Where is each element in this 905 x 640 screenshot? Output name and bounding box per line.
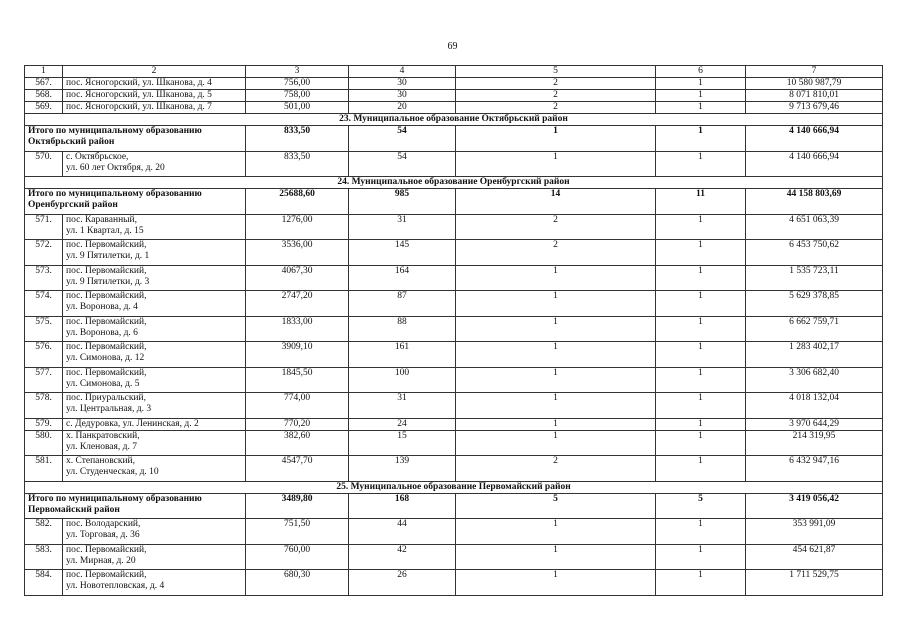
residents-value: 985 xyxy=(349,189,456,215)
table-row xyxy=(25,214,883,240)
address xyxy=(63,342,246,368)
address-line: пос. Первомайский, xyxy=(66,367,147,378)
column-header-4: 4 xyxy=(349,66,456,78)
row-number: 570. xyxy=(25,151,63,177)
address-line: ул. Кленовая, д. 7 xyxy=(66,441,137,452)
section-header-row xyxy=(25,177,883,189)
table-row xyxy=(25,544,883,570)
address-line: ул. 60 лет Октября, д. 20 xyxy=(66,162,165,173)
cost-value: 3 970 644,29 xyxy=(746,418,883,430)
column-6-value: 1 xyxy=(656,78,746,90)
address xyxy=(63,151,246,177)
subtotal-label xyxy=(25,189,246,215)
address-line: пос. Первомайский, xyxy=(66,316,147,327)
address xyxy=(63,430,246,456)
column-6-value: 1 xyxy=(656,126,746,152)
area-value: 756,00 xyxy=(246,78,349,90)
address xyxy=(63,240,246,266)
residents-value: 88 xyxy=(349,316,456,342)
cost-value: 9 713 679,46 xyxy=(746,102,883,114)
row-number: 576. xyxy=(25,342,63,368)
column-6-value: 1 xyxy=(656,316,746,342)
area-value: 501,00 xyxy=(246,102,349,114)
area-value: 382,60 xyxy=(246,430,349,456)
row-number: 580. xyxy=(25,430,63,456)
row-number: 579. xyxy=(25,418,63,430)
residents-value: 30 xyxy=(349,90,456,102)
subtotal-row xyxy=(25,189,883,215)
row-number: 567. xyxy=(25,78,63,90)
row-number: 572. xyxy=(25,240,63,266)
address xyxy=(63,90,246,102)
address xyxy=(63,570,246,596)
address xyxy=(63,456,246,482)
area-value: 4547,70 xyxy=(246,456,349,482)
subtotal-row xyxy=(25,126,883,152)
column-header-3: 3 xyxy=(246,66,349,78)
area-value: 758,00 xyxy=(246,90,349,102)
cost-value: 4 651 063,39 xyxy=(746,214,883,240)
residents-value: 15 xyxy=(349,430,456,456)
column-5-value: 2 xyxy=(456,78,656,90)
column-6-value: 1 xyxy=(656,342,746,368)
residents-value: 161 xyxy=(349,342,456,368)
address xyxy=(63,544,246,570)
address-line: пос. Первомайский, xyxy=(66,265,147,276)
address-line: пос. Ясногорский, ул. Шканова, д. 4 xyxy=(66,78,212,88)
cost-value: 4 018 132,04 xyxy=(746,393,883,419)
residents-value: 87 xyxy=(349,291,456,317)
area-value: 774,00 xyxy=(246,393,349,419)
cost-value: 6 432 947,16 xyxy=(746,456,883,482)
residents-value: 168 xyxy=(349,493,456,519)
column-5-value: 2 xyxy=(456,240,656,266)
cost-value: 1 711 529,75 xyxy=(746,570,883,596)
column-5-value: 2 xyxy=(456,102,656,114)
column-6-value: 1 xyxy=(656,544,746,570)
row-number: 577. xyxy=(25,367,63,393)
table-row xyxy=(25,78,883,90)
column-5-value: 1 xyxy=(456,291,656,317)
area-value: 1276,00 xyxy=(246,214,349,240)
address-line: пос. Володарский, xyxy=(66,519,141,529)
table-row xyxy=(25,418,883,430)
column-5-value: 1 xyxy=(456,544,656,570)
cost-value: 6 453 750,62 xyxy=(746,240,883,266)
area-value: 833,50 xyxy=(246,126,349,152)
column-6-value: 1 xyxy=(656,519,746,545)
address-line: ул. 9 Пятилетки, д. 1 xyxy=(66,251,150,261)
residents-value: 20 xyxy=(349,102,456,114)
residents-value: 100 xyxy=(349,367,456,393)
cost-value: 1 535 723,11 xyxy=(746,265,883,291)
column-header-5: 5 xyxy=(456,66,656,78)
column-5-value: 1 xyxy=(456,316,656,342)
address-line: Октябрьский район xyxy=(28,137,115,147)
column-5-value: 1 xyxy=(456,393,656,419)
address-line: ул. Симонова, д. 12 xyxy=(66,353,145,363)
row-number: 584. xyxy=(25,570,63,596)
column-header-6: 6 xyxy=(656,66,746,78)
address xyxy=(63,291,246,317)
residents-value: 164 xyxy=(349,265,456,291)
column-6-value: 1 xyxy=(656,418,746,430)
area-value: 3489,80 xyxy=(246,493,349,519)
section-title: 25. Муниципальное образование Первомайский район xyxy=(25,481,883,493)
area-value: 760,00 xyxy=(246,544,349,570)
cost-value: 5 629 378,85 xyxy=(746,291,883,317)
cost-value: 353 991,09 xyxy=(746,519,883,545)
area-value: 3536,00 xyxy=(246,240,349,266)
address-line: ул. Симонова, д. 5 xyxy=(66,378,140,389)
area-value: 770,20 xyxy=(246,418,349,430)
address xyxy=(63,316,246,342)
table-row xyxy=(25,265,883,291)
table-row xyxy=(25,240,883,266)
residents-value: 42 xyxy=(349,544,456,570)
residents-value: 26 xyxy=(349,570,456,596)
address-line: пос. Ясногорский, ул. Шканова, д. 7 xyxy=(66,102,212,112)
row-number: 582. xyxy=(25,519,63,545)
table-row xyxy=(25,430,883,456)
address xyxy=(63,393,246,419)
table-row xyxy=(25,90,883,102)
residents-value: 54 xyxy=(349,151,456,177)
column-header-7: 7 xyxy=(746,66,883,78)
address-line: пос. Первомайский, xyxy=(66,240,147,250)
address xyxy=(63,214,246,240)
column-6-value: 1 xyxy=(656,367,746,393)
address-line: пос. Первомайский, xyxy=(66,342,147,352)
column-header-1: 1 xyxy=(25,66,63,78)
area-value: 680,30 xyxy=(246,570,349,596)
column-6-value: 1 xyxy=(656,265,746,291)
residents-value: 139 xyxy=(349,456,456,482)
section-title: 23. Муниципальное образование Октябрьский район xyxy=(25,114,883,126)
column-5-value: 1 xyxy=(456,265,656,291)
section-header-row xyxy=(25,114,883,126)
table-row xyxy=(25,102,883,114)
row-number: 568. xyxy=(25,90,63,102)
table-row xyxy=(25,570,883,596)
address-line: Первомайский район xyxy=(28,504,120,515)
cost-value: 4 140 666,94 xyxy=(746,126,883,152)
area-value: 3909,10 xyxy=(246,342,349,368)
address-line: ул. Воронова, д. 6 xyxy=(66,327,138,338)
cost-value: 3 306 682,40 xyxy=(746,367,883,393)
column-5-value: 1 xyxy=(456,418,656,430)
table-row xyxy=(25,316,883,342)
column-6-value: 1 xyxy=(656,456,746,482)
address-line: ул. Воронова, д. 4 xyxy=(66,302,138,312)
subtotal-label xyxy=(25,493,246,519)
column-6-value: 11 xyxy=(656,189,746,215)
column-5-value: 1 xyxy=(456,430,656,456)
address-line: Итого по муниципальному образованию xyxy=(28,126,202,136)
address-line: Итого по муниципальному образованию xyxy=(28,493,202,504)
residents-value: 145 xyxy=(349,240,456,266)
address-line: ул. Новотепловская, д. 4 xyxy=(66,581,165,591)
address xyxy=(63,418,246,430)
table-row xyxy=(25,342,883,368)
cost-value: 44 158 803,69 xyxy=(746,189,883,215)
table-row xyxy=(25,367,883,393)
cost-value: 454 621,87 xyxy=(746,544,883,570)
area-value: 25688,60 xyxy=(246,189,349,215)
row-number: 571. xyxy=(25,214,63,240)
column-5-value: 2 xyxy=(456,456,656,482)
residents-value: 31 xyxy=(349,393,456,419)
cost-value: 10 580 987,79 xyxy=(746,78,883,90)
section-header-row xyxy=(25,481,883,493)
address-line: пос. Первомайский, xyxy=(66,544,147,555)
address-line: ул. Студенческая, д. 10 xyxy=(66,467,159,477)
address-line: х. Степановский, xyxy=(66,456,136,466)
column-5-value: 1 xyxy=(456,126,656,152)
address xyxy=(63,265,246,291)
address-line: Итого по муниципальному образованию xyxy=(28,189,202,199)
column-5-value: 1 xyxy=(456,342,656,368)
column-6-value: 1 xyxy=(656,214,746,240)
table-row xyxy=(25,393,883,419)
column-5-value: 1 xyxy=(456,570,656,596)
residents-value: 54 xyxy=(349,126,456,152)
row-number: 581. xyxy=(25,456,63,482)
column-5-value: 1 xyxy=(456,367,656,393)
address-line: ул. Мирная, д. 20 xyxy=(66,555,136,566)
column-5-value: 1 xyxy=(456,151,656,177)
subtotal-label xyxy=(25,126,246,152)
address-line: с. Октябрьское, xyxy=(66,151,129,162)
address-line: ул. Торговая, д. 36 xyxy=(66,530,140,540)
table-header-row xyxy=(25,66,883,78)
row-number: 575. xyxy=(25,316,63,342)
address-line: пос. Караванный, xyxy=(66,214,138,225)
column-5-value: 14 xyxy=(456,189,656,215)
column-6-value: 5 xyxy=(656,493,746,519)
address-line: пос. Первомайский, xyxy=(66,291,147,301)
residents-value: 24 xyxy=(349,418,456,430)
address xyxy=(63,519,246,545)
column-5-value: 5 xyxy=(456,493,656,519)
cost-value: 4 140 666,94 xyxy=(746,151,883,177)
address-line: пос. Ясногорский, ул. Шканова, д. 5 xyxy=(66,90,212,100)
row-number: 573. xyxy=(25,265,63,291)
address-line: ул. Центральная, д. 3 xyxy=(66,404,152,414)
column-header-2: 2 xyxy=(63,66,246,78)
row-number: 583. xyxy=(25,544,63,570)
column-5-value: 1 xyxy=(456,519,656,545)
residents-value: 30 xyxy=(349,78,456,90)
address-line: пос. Приуральский, xyxy=(66,393,146,403)
column-6-value: 1 xyxy=(656,240,746,266)
table-body xyxy=(25,66,883,596)
address xyxy=(63,78,246,90)
address xyxy=(63,367,246,393)
column-6-value: 1 xyxy=(656,102,746,114)
column-6-value: 1 xyxy=(656,90,746,102)
area-value: 833,50 xyxy=(246,151,349,177)
table-row xyxy=(25,456,883,482)
row-number: 569. xyxy=(25,102,63,114)
address-line: Оренбургский район xyxy=(28,200,118,210)
table-row xyxy=(25,151,883,177)
address-line: с. Дедуровка, ул. Ленинская, д. 2 xyxy=(66,418,199,429)
table-row xyxy=(25,291,883,317)
column-6-value: 1 xyxy=(656,291,746,317)
cost-value: 214 319,95 xyxy=(746,430,883,456)
column-6-value: 1 xyxy=(656,151,746,177)
residents-value: 44 xyxy=(349,519,456,545)
area-value: 2747,20 xyxy=(246,291,349,317)
subtotal-row xyxy=(25,493,883,519)
column-6-value: 1 xyxy=(656,570,746,596)
cost-value: 1 283 402,17 xyxy=(746,342,883,368)
table-row xyxy=(25,519,883,545)
address-line: х. Панкратовский, xyxy=(66,430,140,441)
page-number: 69 xyxy=(447,41,458,52)
area-value: 4067,30 xyxy=(246,265,349,291)
address-line: ул. 9 Пятилетки, д. 3 xyxy=(66,276,150,287)
column-5-value: 2 xyxy=(456,214,656,240)
area-value: 1845,50 xyxy=(246,367,349,393)
address-line: пос. Первомайский, xyxy=(66,570,147,580)
address-line: ул. 1 Квартал, д. 15 xyxy=(66,225,144,236)
address xyxy=(63,102,246,114)
column-6-value: 1 xyxy=(656,430,746,456)
area-value: 1833,00 xyxy=(246,316,349,342)
row-number: 574. xyxy=(25,291,63,317)
cost-value: 6 662 759,71 xyxy=(746,316,883,342)
section-title: 24. Муниципальное образование Оренбургский район xyxy=(25,177,883,189)
housing-table xyxy=(24,65,883,596)
cost-value: 8 071 810,01 xyxy=(746,90,883,102)
column-5-value: 2 xyxy=(456,90,656,102)
area-value: 751,50 xyxy=(246,519,349,545)
residents-value: 31 xyxy=(349,214,456,240)
cost-value: 3 419 056,42 xyxy=(746,493,883,519)
row-number: 578. xyxy=(25,393,63,419)
column-6-value: 1 xyxy=(656,393,746,419)
